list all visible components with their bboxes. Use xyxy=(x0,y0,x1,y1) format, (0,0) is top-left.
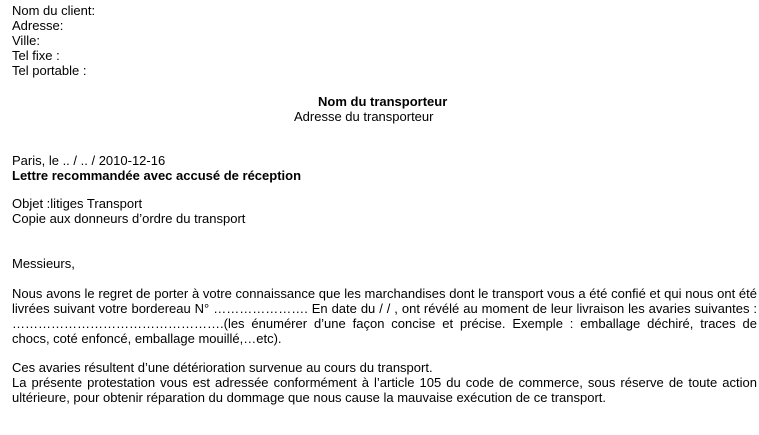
paragraph-cause: Ces avaries résultent d’une détérioration survenue au cours du transport. xyxy=(12,360,433,375)
registered-mail-line: Lettre recommandée avec accusé de réception xyxy=(12,168,302,183)
client-mobile-label: Tel portable : xyxy=(12,63,87,78)
client-info xyxy=(12,3,757,78)
copy-line: Copie aux donneurs d’ordre du transport xyxy=(12,211,246,226)
transporter-address: Adresse du transporteur xyxy=(294,109,434,124)
paragraph-damage-report: Nous avons le regret de porter à votre connaissance que les marchandises dont le transport vous a été confié et qui nous ont été livrées suivant votre bordereau N° …………………. En date du / / , ont révélé au moment de leur livraison les avaries suivantes : ………………………………………….(les énumérer d’une façon concise et précise. Exemple : emballage déchiré, traces de chocs, coté enfoncé, emballage mouillé,…etc). xyxy=(12,286,757,346)
paragraph-protest: La présente protestation vous est adressée conformément à l’article 105 du code de commerce, sous réserve de toute action ultérieure, pour obtenir réparation du dommage que nous cause la mauvaise exécution de ce transport. xyxy=(12,375,757,405)
salutation-block xyxy=(12,256,757,271)
date-line: Paris, le .. / .. / 2010-12-16 xyxy=(12,153,166,168)
client-phone-label: Tel fixe : xyxy=(12,48,60,63)
client-address-label: Adresse: xyxy=(12,18,64,33)
date-block xyxy=(12,153,757,183)
client-city-label: Ville: xyxy=(12,33,40,48)
transporter-name: Nom du transporteur xyxy=(318,94,448,109)
client-name-label: Nom du client: xyxy=(12,3,96,18)
body-paragraph-1 xyxy=(12,286,757,346)
transporter-info xyxy=(12,94,757,124)
subject-block xyxy=(12,196,757,226)
letter-page xyxy=(12,3,757,405)
body-paragraph-2 xyxy=(12,360,757,405)
subject-line: Objet :litiges Transport xyxy=(12,196,143,211)
salutation: Messieurs, xyxy=(12,256,75,271)
